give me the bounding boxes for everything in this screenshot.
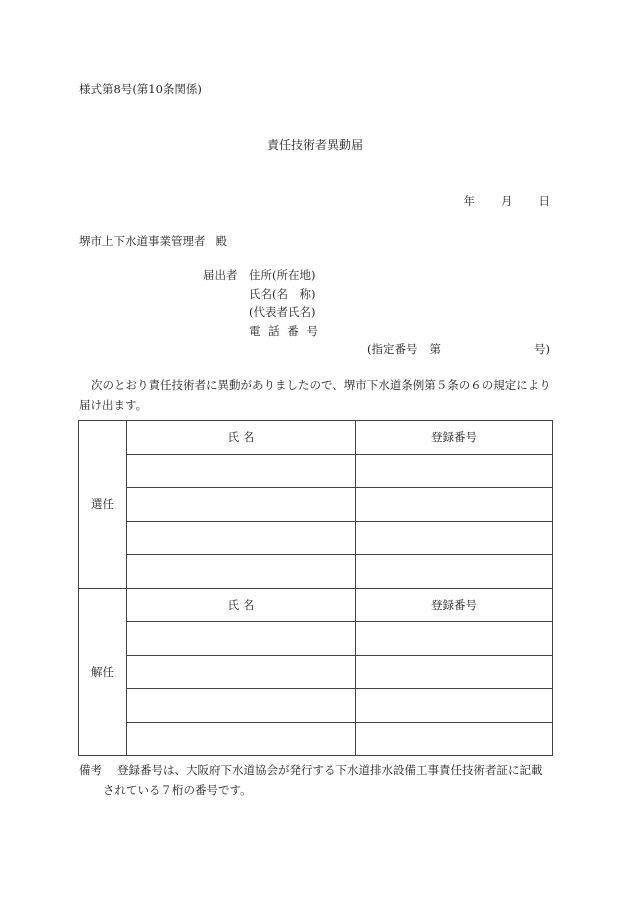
designation-number xyxy=(367,341,550,357)
appointment-header-row xyxy=(79,421,553,455)
name-cell[interactable] xyxy=(127,622,356,656)
name-cell[interactable] xyxy=(127,555,356,589)
table-row xyxy=(79,488,553,522)
name-cell[interactable] xyxy=(127,655,356,689)
table-row xyxy=(79,655,553,689)
designation-prefix: 第 xyxy=(429,342,441,356)
personnel-table xyxy=(78,420,553,756)
date-line xyxy=(464,193,551,209)
reg-number-cell[interactable] xyxy=(356,521,553,555)
appointment-name-header: 氏 名 xyxy=(127,421,356,455)
table-row xyxy=(79,555,553,589)
name-cell[interactable] xyxy=(127,722,356,756)
table-row xyxy=(79,722,553,756)
remarks xyxy=(79,760,543,800)
applicant-address-label: 住所(所在地) xyxy=(249,268,316,282)
reg-number-cell[interactable] xyxy=(356,488,553,522)
reg-number-cell[interactable] xyxy=(356,454,553,488)
addressee-honorific: 殿 xyxy=(215,234,227,248)
addressee-name: 堺市上下水道事業管理者 xyxy=(79,234,206,248)
reg-number-cell[interactable] xyxy=(356,622,553,656)
remarks-label: 備考 xyxy=(79,763,102,777)
reg-number-cell[interactable] xyxy=(356,722,553,756)
name-cell[interactable] xyxy=(127,454,356,488)
table-row xyxy=(79,622,553,656)
designation-suffix: 号) xyxy=(534,342,550,356)
body-text: 次のとおり責任技術者に異動がありましたので、堺市下水道条例第５条の６の規定により届け出ます。 xyxy=(79,378,551,412)
remarks-line-2: されている７桁の番号です。 xyxy=(103,783,252,797)
name-cell[interactable] xyxy=(127,689,356,723)
table-row xyxy=(79,454,553,488)
dismissal-name-header: 氏 名 xyxy=(127,588,356,622)
appointment-label: 選任 xyxy=(79,421,127,589)
date-day: 日 xyxy=(538,194,550,208)
date-year: 年 xyxy=(463,194,475,208)
dismissal-label: 解任 xyxy=(79,588,127,756)
applicant-label: 届出者 xyxy=(203,268,238,282)
designation-label: (指定番号 xyxy=(367,342,418,356)
appointment-reg-header: 登録番号 xyxy=(356,421,553,455)
applicant-phone-label: 電 話 番 号 xyxy=(249,324,320,338)
table-row xyxy=(79,689,553,723)
reg-number-cell[interactable] xyxy=(356,689,553,723)
dismissal-header-row xyxy=(79,588,553,622)
addressee xyxy=(79,233,227,249)
document-title: 責任技術者異動届 xyxy=(266,138,363,152)
form-number: 様式第8号(第10条関係) xyxy=(79,82,202,96)
applicant-name-label: 氏名(名 称) xyxy=(249,287,316,301)
date-month: 月 xyxy=(501,194,513,208)
name-cell[interactable] xyxy=(127,488,356,522)
reg-number-cell[interactable] xyxy=(356,555,553,589)
dismissal-reg-header: 登録番号 xyxy=(356,588,553,622)
applicant-representative-label: (代表者氏名) xyxy=(249,305,316,319)
reg-number-cell[interactable] xyxy=(356,655,553,689)
table-row xyxy=(79,521,553,555)
name-cell[interactable] xyxy=(127,521,356,555)
remarks-line-1: 登録番号は、大阪府下水道協会が発行する下水道排水設備工事責任技術者証に記載 xyxy=(117,763,543,777)
